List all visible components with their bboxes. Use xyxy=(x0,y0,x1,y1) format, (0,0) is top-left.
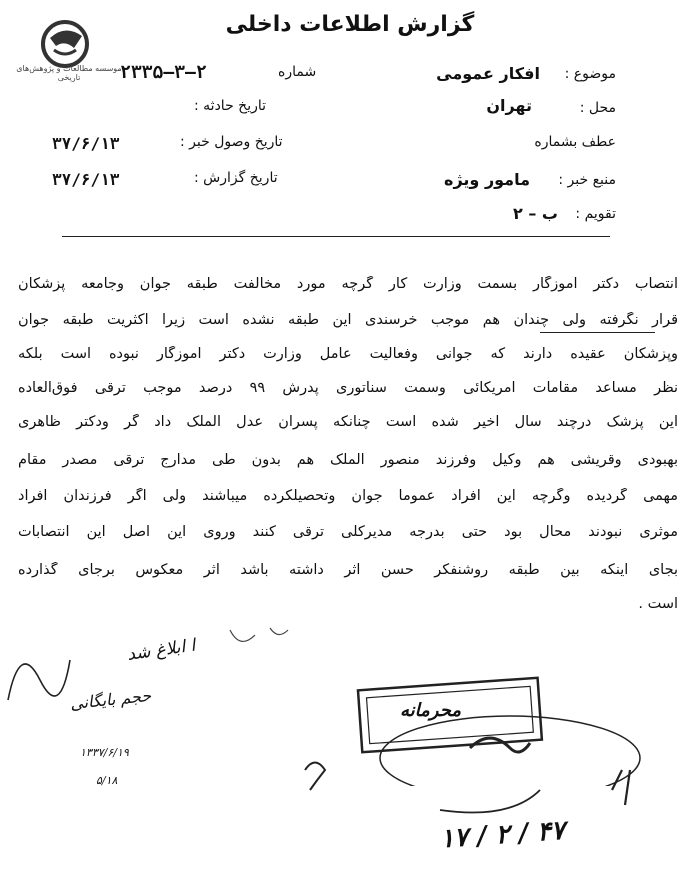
subject-value: افکار عمومی xyxy=(436,64,540,83)
body-line-7: مهمی گردیده وگرچه این افراد عموما جوان وتحصیلکرده میباشند ولی اگر فرزندان افراد xyxy=(18,488,678,504)
handwritten-note-2: حجم بایگانی xyxy=(69,685,153,714)
source-label: منبع خبر : xyxy=(558,172,616,188)
place-label: محل : xyxy=(579,100,616,116)
body-line-5: این پزشک درچند سال اخیر شده است چنانکه پسران عدل الملک داد گر ودکتر ظاهری xyxy=(18,414,678,430)
document-title: گزارش اطلاعات داخلی xyxy=(225,12,475,37)
body-line-8: موثری نبودند محال بود حتی بدرجه مدیرکلی ترقی کنند وروی این اصل این انتصابات xyxy=(18,524,678,540)
handwritten-note-1: ا ابلاغ شد xyxy=(125,635,197,665)
evaluation-label: تقویم : xyxy=(575,206,616,222)
evaluation-value: ب – ۲ xyxy=(513,204,558,223)
body-line-3: وپزشکان عقیده دارند که جوانی وفعالیت عامل وزارت دکتر آموزگار نبوده است بلکه xyxy=(18,346,678,362)
reference-label: عطف بشماره xyxy=(534,134,616,150)
logo-caption: موسسه مطالعات و پژوهش‌های تاریخی xyxy=(16,64,122,82)
body-line-4: نظر مساعد مقامات امریکائی وسمت سناتوری پدرش ۹۹ درصد موجب ترقی فوق‌العاده xyxy=(18,380,678,396)
report-date-value: ۳۷/۶/۱۳ xyxy=(52,170,120,189)
confidential-stamp xyxy=(350,676,650,786)
received-date-value: ۳۷/۶/۱۳ xyxy=(52,134,120,153)
number-value: ۲۳۳۵–۳–۲ xyxy=(120,62,207,83)
report-date-label: تاریخ گزارش : xyxy=(194,170,278,186)
underline-mark xyxy=(540,332,655,333)
body-line-1: انتصاب دکتر آموزگار بسمت وزارت کار گرچه مورد مخالفت طبقه جوان وجامعه پزشکان xyxy=(18,276,678,292)
source-value: مامور ویژه xyxy=(444,170,530,189)
body-line-6: بهبودی وقریشی هم وکیل وفرزند منصور الملک هم بدون طی مدارج ترقی مصدر مقام xyxy=(18,452,678,468)
subject-label: موضوع : xyxy=(564,66,616,82)
number-label: شماره xyxy=(278,64,317,80)
handwritten-bottom-number: ۱۷ / ۲ / ۴۷ xyxy=(439,815,566,855)
body-line-9: بجای اینکه بین طبقه روشنفکر حسن اثر داشته باشد اثر معکوس برجای گذارده xyxy=(18,562,678,578)
handwritten-date: ۱۳۳۷/۶/۱۹ xyxy=(80,746,129,759)
place-value: تهران xyxy=(486,96,532,115)
body-line-2: قرار نگرفته ولی چندان هم موجب خرسندی این طبقه نشده است زیرا اکثریت طبقه جوان xyxy=(18,312,678,328)
body-line-10: است . xyxy=(638,596,678,612)
received-date-label: تاریخ وصول خبر : xyxy=(180,134,283,150)
stamp-text: محرمانه xyxy=(400,700,461,721)
handwritten-small: ۵/۱۸ xyxy=(96,774,118,787)
header-divider xyxy=(62,236,610,237)
event-date-label: تاریخ حادثه : xyxy=(194,98,267,114)
